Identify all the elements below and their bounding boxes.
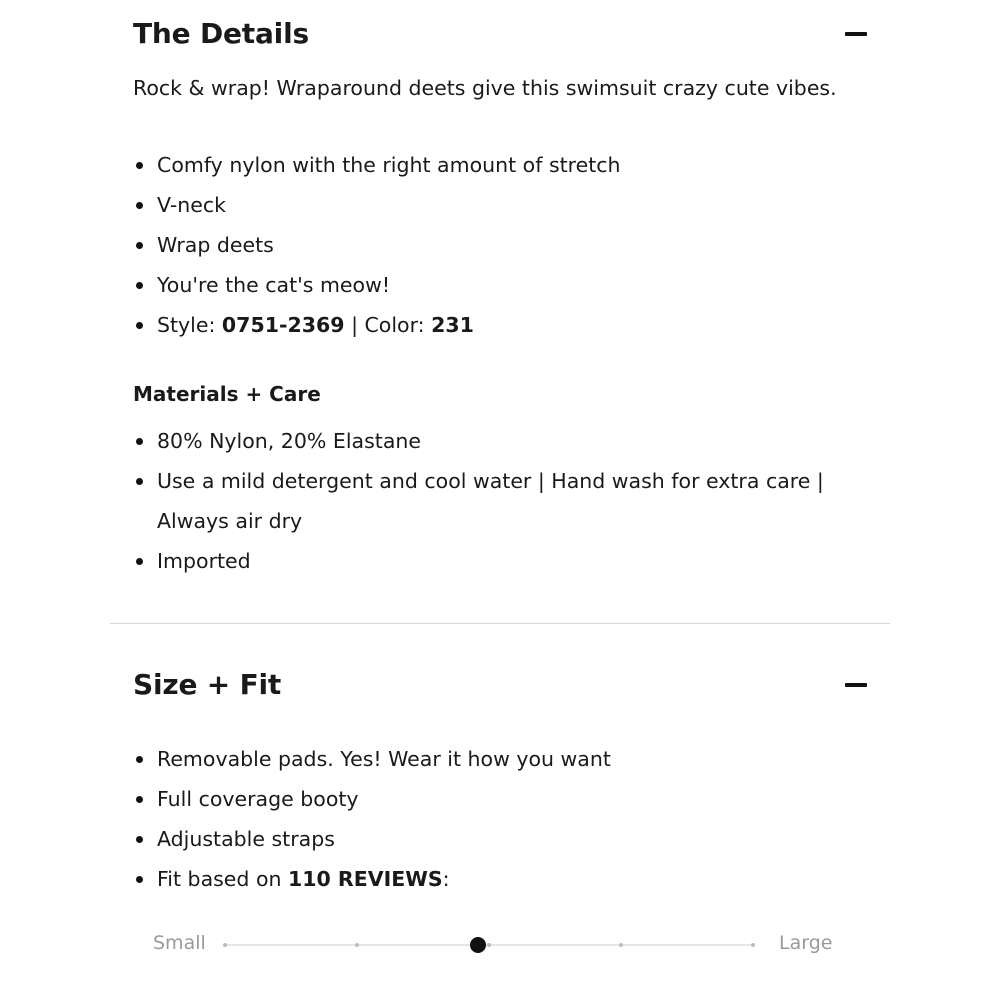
- fit-reviews-item: [133, 859, 873, 899]
- details-collapse-icon[interactable]: [845, 23, 867, 45]
- details-header[interactable]: [133, 17, 867, 50]
- fit-scale-tick: [487, 943, 491, 947]
- list-item: Imported: [133, 541, 873, 581]
- list-item: Wrap deets: [133, 225, 873, 265]
- list-item: Use a mild detergent and cool water | Hand wash for extra care | Always air dry: [133, 461, 873, 541]
- fit-scale-large-label: Large: [779, 932, 833, 954]
- list-item: Full coverage booty: [133, 779, 873, 819]
- section-divider: [110, 623, 890, 624]
- fit-prefix: Fit based on: [157, 867, 288, 891]
- details-list: [133, 145, 873, 345]
- fit-scale-tick: [751, 943, 755, 947]
- color-label: | Color:: [344, 313, 432, 337]
- list-item: 80% Nylon, 20% Elastane: [133, 421, 873, 461]
- fit-scale-marker: [470, 937, 486, 953]
- fit-scale-tick: [355, 943, 359, 947]
- size-fit-title: Size + Fit: [133, 668, 282, 701]
- fit-scale: [133, 928, 833, 962]
- color-code: 231: [431, 313, 474, 337]
- materials-list: [133, 421, 873, 581]
- reviews-count-link[interactable]: 110 REVIEWS: [288, 867, 443, 891]
- fit-suffix: :: [442, 867, 450, 891]
- list-item: You're the cat's meow!: [133, 265, 873, 305]
- list-item: V-neck: [133, 185, 873, 225]
- list-item: Adjustable straps: [133, 819, 873, 859]
- list-item: Comfy nylon with the right amount of stretch: [133, 145, 873, 185]
- fit-scale-tick: [619, 943, 623, 947]
- details-intro: Rock & wrap! Wraparound deets give this swimsuit crazy cute vibes.: [133, 76, 837, 100]
- details-title: The Details: [133, 17, 309, 50]
- fit-scale-tick: [223, 943, 227, 947]
- style-color-item: [133, 305, 873, 345]
- size-fit-list: [133, 739, 873, 899]
- style-number: 0751-2369: [221, 313, 345, 337]
- size-fit-collapse-icon[interactable]: [845, 674, 867, 696]
- size-fit-header[interactable]: [133, 668, 867, 701]
- fit-scale-track: [225, 944, 753, 946]
- list-item: Removable pads. Yes! Wear it how you want: [133, 739, 873, 779]
- fit-scale-small-label: Small: [153, 932, 206, 954]
- style-label: Style:: [157, 313, 222, 337]
- materials-title: Materials + Care: [133, 382, 321, 406]
